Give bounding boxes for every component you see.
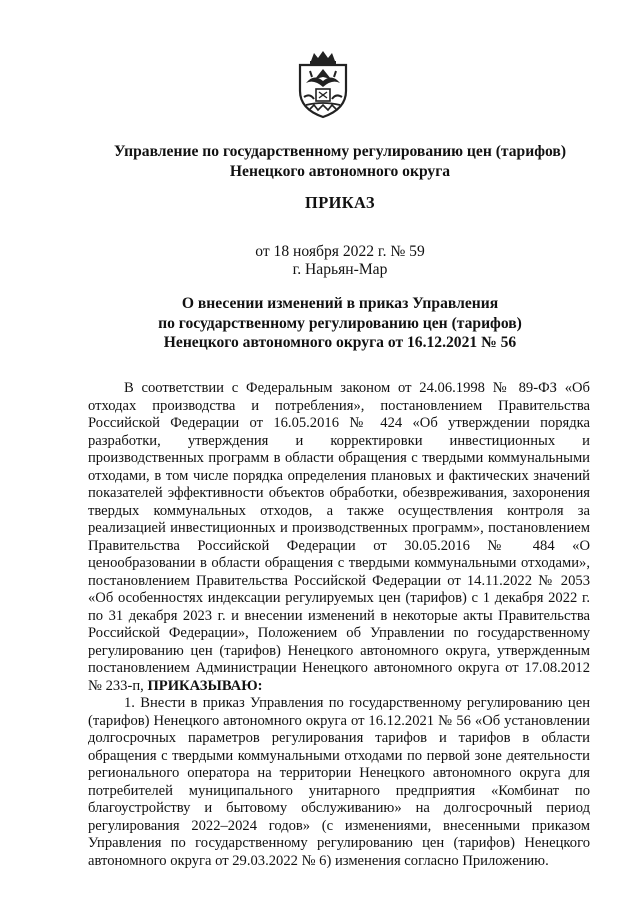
org-line-1: Управление по государственному регулированию цен (тарифов) — [113, 143, 567, 160]
document-type: ПРИКАЗ — [305, 193, 375, 212]
order-word: ПРИКАЗЫВАЮ: — [147, 677, 263, 694]
subject-line-1: О внесении изменений в приказ Управления — [181, 295, 499, 312]
document-body — [88, 380, 590, 870]
subject-line-3: Ненецкого автономного округа от 16.12.2021 № 56 — [163, 334, 517, 351]
document-subject — [40, 294, 640, 353]
preamble-text: В соответствии с Федеральным законом от 24.06.1998 № 89-ФЗ «Об отходах производства и потребления», постановлением Правительства Российской Федерации от 16.05.2016 № 424 «Об утверждении порядка разработки, утверждения и корректировки инвестиционных и производственных программ в области обращения с твердыми коммунальными отходами, в том числе порядка определения плановых и фактических значений показателей эффективности объектов обработки, обезвреживания, захоронения твердых коммунальных отходов, а также осуществления контроля за реализацией инвестиционных и производственных программ», постановлением Правительства Российской Федерации от 30.05.2016 № 484 «О ценообразовании в области обращения с твердыми коммунальными отходами», постановлением Правительства Российской Федерации от 14.11.2022 № 2053 «Об особенностях индексации регулируемых цен (тарифов) с 1 декабря 2022 г. по 31 декабря 2023 г. и внесении изменений в некоторые акты Правительства Российской Федерации», Положением об Управлении по государственному регулированию цен (тарифов) Ненецкого автономного округа, утвержденным постановлением Администрации Ненецкого автономного округа от 17.08.2012 № 233-п, — [88, 380, 590, 694]
org-line-2: Ненецкого автономного округа — [229, 162, 451, 180]
item-1-paragraph: 1. Внести в приказ Управления по государственному регулированию цен (тарифов) Ненецкого автономного округа от 16.12.2021 № 56 «Об установлении долгосрочных параметров регулирования тарифов и тарифов в области обращения с твердыми коммунальными отходами по первой зоне деятельности регионального оператора на территории Ненецкого автономного округа для потребителей муниципального унитарного предприятия «Комбинат по благоустройству и бытовому обслуживанию» на долгосрочный период регулирования 2022–2024 годов» (с изменениями, внесенными приказом Управления по государственному регулированию цен (тарифов) Ненецкого автономного округа от 29.03.2022 № 6) изменения согласно Приложению. — [88, 695, 590, 869]
place: г. Нарьян-Мар — [292, 261, 388, 278]
date-number: от 18 ноября 2022 г. № 59 — [255, 243, 425, 260]
nenets-ao-coat-of-arms-icon — [292, 49, 354, 119]
date-place-block — [40, 243, 640, 279]
subject-line-2: по государственному регулированию цен (тарифов) — [158, 314, 522, 332]
preamble-paragraph — [88, 380, 590, 695]
issuing-authority — [40, 142, 640, 181]
